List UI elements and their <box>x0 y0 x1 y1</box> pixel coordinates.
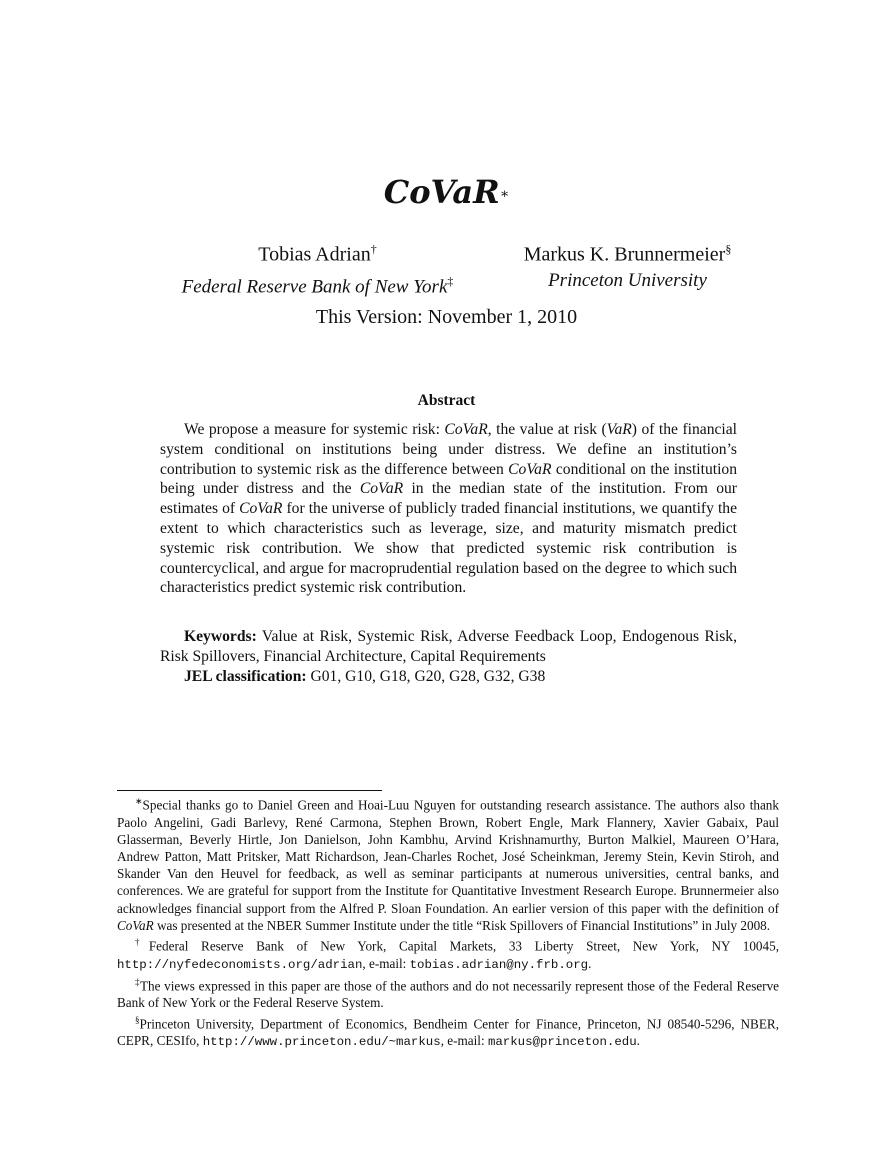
title-text: CoVaR <box>383 173 500 211</box>
abstract-heading: Abstract <box>417 392 476 409</box>
abstract-term: CoVaR <box>508 460 552 478</box>
abstract-text: We propose a measure for systemic risk: <box>184 421 445 438</box>
author-name <box>500 236 755 268</box>
footnote-text: , e-mail: <box>362 955 410 971</box>
author-name-text: Markus K. Brunnermeier <box>523 243 726 266</box>
footnote-text: was presented at the NBER Summer Institute under the title “Risk Spillovers of Financial Institutions” in July 2008. <box>153 917 771 933</box>
affiliation-footnote-mark: ‡ <box>447 273 454 288</box>
footnotes <box>117 793 779 1051</box>
footnote-rule <box>117 790 382 791</box>
footnote-text: Federal Reserve Bank of New York, Capital Markets, 33 Liberty Street, New York, NY 10045, <box>148 938 779 954</box>
abstract-text: for the universe of publicly traded financial institutions, we quantify the extent to which characteristics such as leverage, size, and maturity mismatch predict systemic risk contribution. We show that predicted systemic risk contribution is countercyclical, and argue for macroprudential regulation based on the degree to which such characteristics predict systemic risk contribution. <box>160 500 737 597</box>
author-affiliation <box>500 268 755 294</box>
author-name <box>150 236 485 268</box>
affiliation-text: Princeton University <box>548 269 707 291</box>
abstract-term: CoVaR <box>444 421 488 438</box>
author-footnote-mark: § <box>725 242 732 256</box>
footnote-mark: § <box>135 1014 140 1025</box>
footnote-mark: ‡ <box>135 976 140 987</box>
footnote-url-link[interactable]: http://www.princeton.edu/~markus <box>202 1035 441 1050</box>
keywords-text: Value at Risk, Systemic Risk, Adverse Feedback Loop, Endogenous Risk, Risk Spillovers, Financial Architecture, Capital Requirements <box>160 628 737 665</box>
footnote-email-link[interactable]: markus@princeton.edu <box>487 1035 637 1050</box>
author-block-brunnermeier <box>500 236 755 294</box>
author-affiliation <box>150 268 485 300</box>
keywords-label: Keywords: <box>184 628 257 645</box>
jel-label: JEL classification: <box>184 668 307 685</box>
abstract-body <box>160 420 737 598</box>
footnote-text: . <box>636 1033 640 1049</box>
footnote-email-link[interactable]: tobias.adrian@ny.frb.org <box>409 957 589 972</box>
affiliation-text: Federal Reserve Bank of New York <box>181 275 448 297</box>
jel-classification <box>160 667 737 687</box>
footnote-disclaimer <box>117 974 779 1012</box>
abstract-term: CoVaR <box>359 480 404 498</box>
footnote-text: Special thanks go to Daniel Green and Hoai-Luu Nguyen for outstanding research assistance. The authors also thank Paolo Angelini, Gadi Barlevy, René Carmona, Stephen Brown, Robert Engle, Mark Flannery, Xavier Gabaix, Paul Glasserman, Beverly Hirtle, Jon Danielson, John Kambhu, Arvind Krishnamurthy, Burton Malkiel, Maureen O’Hara, Andrew Patton, Matt Pritsker, Matt Richardson, Jean-Charles Rochet, José Scheinkman, Jeremy Stein, Kevin Stiroh, and Skander Van den Heuvel for feedback, as well as seminar participants at numerous universities, central banks, and conferences. We are grateful for support from the Institute for Quantitative Investment Research Europe. Brunnermeier also acknowledges financial support from the Alfred P. Sloan Foundation. An earlier version of this paper with the definition of <box>117 797 779 916</box>
footnote-text: , e-mail: <box>440 1033 488 1049</box>
footnote-mark: ∗ <box>135 796 143 806</box>
footnote-term: CoVaR <box>117 917 154 933</box>
footnote-adrian <box>117 934 779 974</box>
footnote-text: Princeton University, Department of Economics, Bendheim Center for Finance, Princeton, NJ 08540-5296, NBER, CEPR, CESIfo, <box>117 1016 779 1049</box>
author-footnote-mark: † <box>370 242 377 256</box>
keywords <box>160 627 737 667</box>
paper-title <box>0 171 893 213</box>
footnote-url-link[interactable]: http://nyfedeconomists.org/adrian <box>117 957 363 972</box>
footnote-mark: † <box>135 937 149 948</box>
jel-text: G01, G10, G18, G20, G28, G32, G38 <box>306 668 546 685</box>
abstract-text: conditional on the institution being under distress and the <box>160 460 737 498</box>
footnote-brunnermeier <box>117 1012 779 1052</box>
author-name-text: Tobias Adrian <box>258 243 371 266</box>
version-date: This Version: November 1, 2010 <box>315 306 578 328</box>
abstract-text: ) of the financial system conditional on institutions being under distress. We define an institution’s contribution to systemic risk as the difference between <box>160 421 737 478</box>
abstract-term: VaR <box>606 421 632 438</box>
abstract-text: , the value at risk ( <box>487 421 607 438</box>
footnote-text: . <box>588 955 592 971</box>
footnote-text: The views expressed in this paper are those of the authors and do not necessarily represent those of the Federal Reserve Bank of New York or the Federal Reserve System. <box>117 978 780 1011</box>
author-block-adrian <box>150 236 485 300</box>
abstract-term: CoVaR <box>239 500 283 518</box>
title-footnote-mark: ∗ <box>499 186 510 202</box>
abstract-text: in the median state of the institution. From our estimates of <box>160 480 737 518</box>
footnote-acknowledgements <box>117 793 779 934</box>
